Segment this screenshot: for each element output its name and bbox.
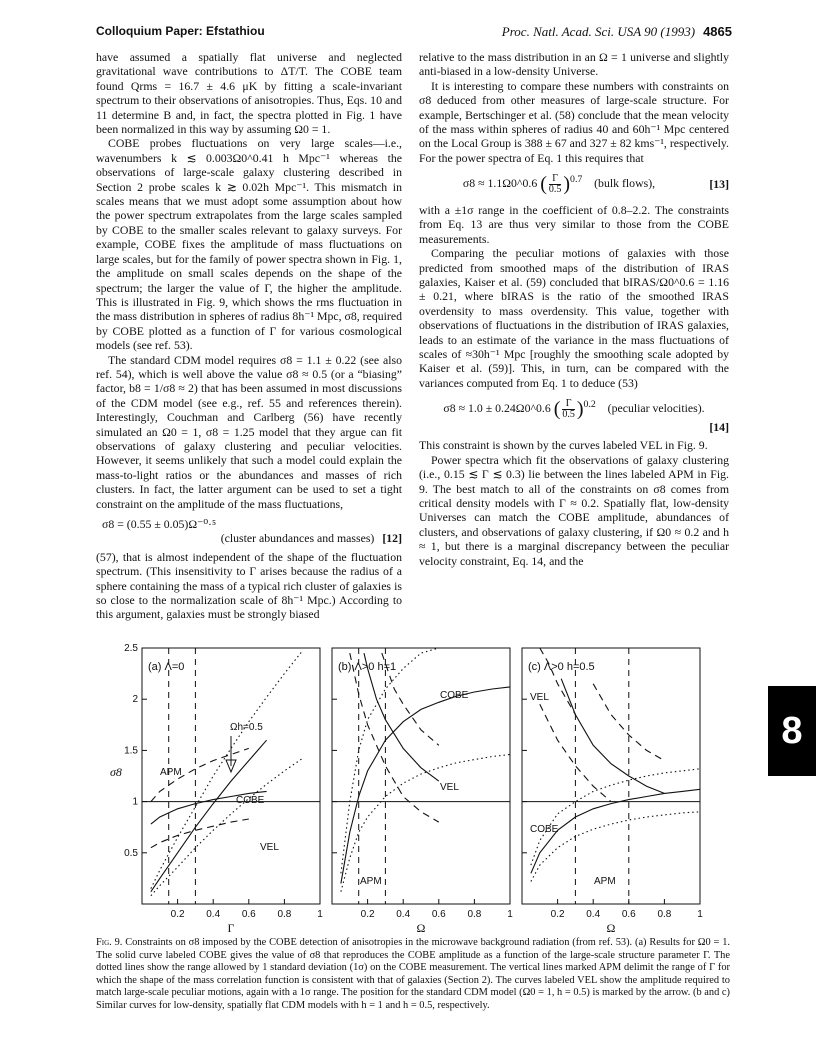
annotation-cobe: COBE: [236, 795, 265, 806]
y-tick-label: 2.5: [124, 643, 138, 654]
series-curve-band: [151, 819, 249, 848]
x-tick-label: 0.6: [621, 909, 636, 920]
equation-13-frac-bottom: 0.5: [548, 183, 562, 195]
equation-13-exponent: 0.7: [570, 174, 583, 186]
annotation-vel: VEL: [440, 782, 459, 793]
caption-label: Fig. 9.: [96, 937, 123, 948]
equation-13: σ8 ≈ 1.1Ω0^0.6 ( $\frac{\Gamma}{0.5}$ )$^{0.7}$ (bulk flows), [13]: [462, 172, 729, 196]
equation-14-frac-top: Γ: [562, 399, 575, 410]
annotation-cobe: COBE: [530, 824, 559, 835]
x-tick-label: 0.8: [467, 909, 482, 920]
series-curve-band: [151, 759, 302, 896]
figure-9-chart: [100, 638, 740, 934]
figure-caption: [96, 937, 730, 1013]
y-tick-label: 1.5: [124, 745, 138, 757]
page-number: 4865: [703, 24, 732, 39]
x-tick-label: 0.8: [277, 909, 292, 920]
series-curve-band: [531, 769, 700, 865]
equation-13-label: (bulk flows),: [594, 176, 656, 191]
annotation-vel: VEL: [530, 692, 549, 703]
annotation-apm: APM: [360, 876, 382, 887]
equation-14-number: [14]: [709, 419, 729, 434]
panel-title: (a) Λ=0: [148, 661, 185, 673]
x-axis-label: Γ: [227, 921, 235, 934]
x-tick-label: 0.6: [431, 909, 446, 920]
equation-13-frac-top: Γ: [549, 174, 562, 185]
figure-9: [100, 638, 740, 934]
paragraph: Power spectra which fit the observations of galaxy clustering (i.e., 0.15 ≲ Γ ≲ 0.3) lie between the lines labeled APM in Fig. 9. The best match to all of the constraints on σ8 comes from critical density models with Γ ≈ 0.2. Spatially flat, low-density Universes can match the COBE amplitude, abundances of clusters, and observations of galaxy clustering, if Ω0 ≈ 0.2 and h ≈ 1, but there is a marginal discrepancy between the peculiar velocity constraint, Eq. 14, and the: [419, 452, 729, 568]
journal-citation: Proc. Natl. Acad. Sci. USA 90 (1993): [501, 24, 696, 39]
panel-frame: [522, 648, 700, 904]
y-tick-label: 1: [132, 796, 138, 808]
equation-13-lhs: σ8 ≈ 1.1Ω0^0.6: [462, 176, 538, 191]
annotation-apm: APM: [594, 876, 616, 887]
paragraph: have assumed a spatially flat universe and neglected gravitational wave contributions to ΔT/T. The COBE team found Qrms = 16.7 ± 4.6 μK by fitting a scale-invariant spectrum to their observations of anisotropies. Thus, Eqs. 10 and 11 determine B and, in fact, the spectra plotted in Fig. 1 have been normalized in this way by assuming Ω0 = 1.: [96, 50, 402, 137]
x-tick-label: 1: [317, 909, 323, 920]
y-tick-label: 0.5: [124, 847, 138, 859]
equation-12-body: σ8 = (0.55 ± 0.05)Ω⁻⁰·⁵: [102, 517, 217, 531]
x-tick-label: 1: [697, 909, 703, 920]
equation-12: [96, 517, 402, 546]
paragraph: COBE probes fluctuations on very large scales—i.e., wavenumbers k ≲ 0.003Ω0^0.41 h Mpc⁻¹ whereas the observations of large-scale galaxy clustering described in Section 2 probe scales k ≳ 0.02h Mpc⁻¹. This mismatch in scales means that we must adopt some assumption about how the power spectrum extrapolates from the large scales sampled by COBE to the smaller scales relevant to galaxy surveys. For example, COBE fixes the amplitude of mass fluctuations on large scales, but for the family of power spectra shown in Fig. 1, the amplitude on small scales depends on the shape of the spectrum; the larger the value of Γ, the higher the amplitude. This is illustrated in Fig. 9, which shows the rms fluctuation in the mass distribution in spheres of radius 8h⁻¹ Mpc, σ8, required by COBE plotted as a function of Γ for various cosmological models (see ref. 53).: [96, 136, 402, 353]
x-tick-label: 0.4: [396, 909, 411, 920]
running-header-left: Colloquium Paper: Efstathiou: [96, 24, 265, 38]
annotation-cobe: COBE: [440, 690, 469, 701]
section-tab: 8: [768, 686, 816, 776]
equation-14-label: (peculiar velocities).: [607, 401, 705, 416]
annotation-vel: VEL: [260, 842, 279, 853]
annotation-apm: APM: [160, 767, 182, 778]
equation-13-number: [13]: [709, 176, 729, 191]
series-curve-vel: [561, 679, 664, 794]
x-axis-label: Ω: [416, 921, 426, 934]
x-tick-label: 0.2: [360, 909, 375, 920]
x-tick-label: 0.4: [586, 909, 601, 920]
annotation-omega-h: Ωh=0.5: [230, 722, 263, 733]
caption-text: Constraints on σ8 imposed by the COBE detection of anisotropies in the microwave background radiation (from ref. 53). (a) Results for Ω0 = 1. The solid curve labeled COBE gives the value of σ8 that reproduces the COBE amplitude as a function of the large-scale structure parameter Γ. The dotted lines show the range allowed by 1 standard deviation (1σ) on the COBE measurement. The vertical lines marked APM delimit the range of Γ for which the shape of the mass correlation function is consistent with that of galaxies (Section 2). The curves labeled VEL show the amplitude required to match large-scale peculiar motions, again with a 1σ range. The position for the standard CDM model (Ω0 = 1, h = 0.5) is marked by the arrow. (b and c) Similar curves for low-density, spatially flat CDM models with h = 1 and h = 0.5, respectively.: [96, 937, 730, 1011]
left-column: [96, 50, 402, 622]
paragraph: The standard CDM model requires σ8 = 1.1 ± 0.22 (see also ref. 54), which is well above the value σ8 ≈ 0.5 (or a “biasing” factor, b8 = 1/σ8 ≈ 2) that has been assumed in most discussions of the CDM model (see e.g., ref. 55 and references therein). Interestingly, Couchman and Carlberg (56) have recently simulated an Ω0 = 1, σ8 = 1.25 model that they argue can fit observations of galaxy clustering and peculiar velocities. However, it seems unlikely that such a model could explain the mass-to-light ratios or the abundances and masses of rich clusters. In fact, the latter argument can be used to set a tight constraint on the amplitude of the mass fluctuations,: [96, 352, 402, 511]
y-axis-label: σ8: [110, 765, 122, 779]
equation-14: σ8 ≈ 1.0 ± 0.24Ω0^0.6 ( $\frac{\Gamma}{0.5}$ )$^{0.2}$ (peculiar velocities).: [443, 397, 705, 421]
running-header-right: [502, 24, 732, 40]
panel-title: (c) Λ>0 h=0.5: [528, 661, 595, 673]
x-tick-label: 0.8: [657, 909, 672, 920]
paragraph: (57), that is almost independent of the shape of the fluctuation spectrum. (This insensitivity to Γ arises because the radius of a sphere containing the mass of a typical rich cluster of galaxies is so close to the normalization scale of 8h⁻¹ Mpc.) According to this argument, galaxies must be strongly biased: [96, 549, 402, 622]
series-curve-cobe: [341, 687, 510, 884]
panel-title: (b) Λ>0 h=1: [338, 661, 397, 673]
equation-12-number: [12]: [382, 531, 402, 546]
equation-14-exponent: 0.2: [583, 399, 596, 411]
y-tick-label: 2: [132, 694, 138, 706]
series-curve-band: [531, 812, 700, 882]
equation-14-frac-bottom: 0.5: [562, 408, 575, 420]
x-tick-label: 1: [507, 909, 513, 920]
paragraph: This constraint is shown by the curves labeled VEL in Fig. 9.: [419, 438, 708, 453]
x-tick-label: 0.2: [170, 909, 185, 920]
series-curve-band: [540, 648, 576, 715]
paragraph: It is interesting to compare these numbers with constraints on σ8 deduced from other measures of large-scale structure. For example, Bertschinger et al. (58) conclude that the mean velocity of the mass within spheres of radius 40 and 60h⁻¹ Mpc centered on the Local Group is 388 ± 67 and 327 ± 82 kms⁻¹, respectively. For the power spectra of Eq. 1 this requires that: [419, 78, 729, 165]
equation-12-label: (cluster abundances and masses): [220, 531, 375, 546]
x-axis-label: Ω: [606, 921, 616, 934]
x-tick-label: 0.6: [241, 909, 256, 920]
equation-14-lhs: σ8 ≈ 1.0 ± 0.24Ω0^0.6: [443, 401, 551, 416]
x-tick-label: 0.4: [206, 909, 221, 920]
series-curve-band: [350, 653, 439, 822]
paragraph: relative to the mass distribution in an Ω = 1 universe and slightly anti-biased in a low-density Universe.: [419, 50, 729, 79]
paragraph: Comparing the peculiar motions of galaxies with those predicted from smoothed maps of the distribution of IRAS galaxies, Kaiser et al. (59) concluded that bIRAS/Ω0^0.6 = 1.16 ± 0.21, where bIRAS is the ratio of the smoothed IRAS overdensity to mass overdensity. This value, together with observations of fluctuations in the distribution of IRAS galaxies, leads to an estimate of the variance in the mass fluctuations of scales of ≈30h⁻¹ Mpc [roughly the smoothing scale adopted by Kaiser et al. (59)]. This, in turn, can be compared with the variances computed from Eq. 1 to deduce (53): [419, 246, 729, 390]
paragraph: with a ±1σ range in the coefficient of 0.8–2.2. The constraints from Eq. 13 are thus very similar to those from the COBE measurements.: [419, 202, 729, 246]
right-column: [419, 50, 729, 568]
x-tick-label: 0.2: [550, 909, 565, 920]
